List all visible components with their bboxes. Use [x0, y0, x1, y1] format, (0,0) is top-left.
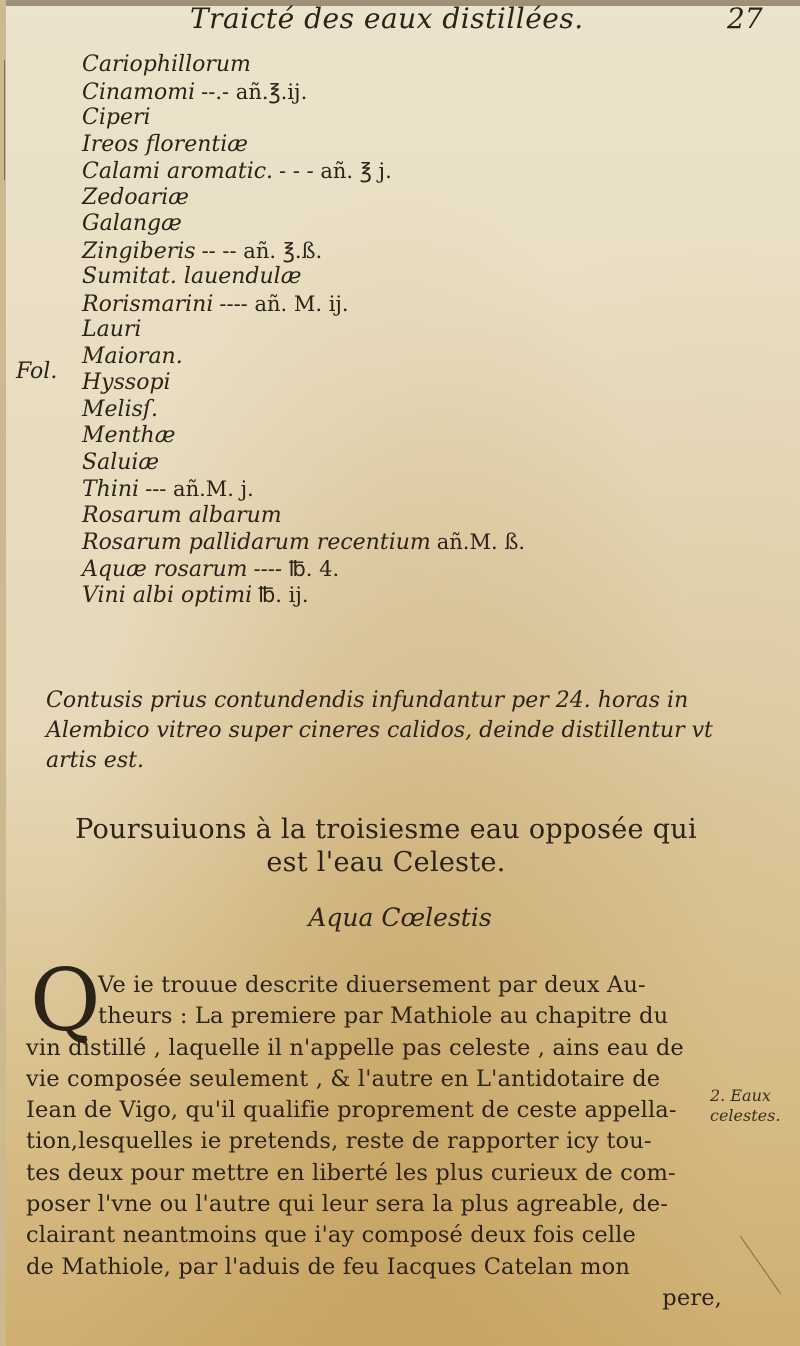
ingredient-dose: --- añ.M. j. [145, 477, 254, 501]
ingredient-dose: --.- añ.℥.ij. [201, 79, 308, 104]
ingredient-line [82, 317, 742, 344]
ingredient-line [82, 211, 742, 238]
margin-fol: Fol. [16, 359, 58, 384]
ingredient-line [82, 158, 742, 185]
side-note-text: Eaux [730, 1086, 771, 1105]
ingredient-line [82, 185, 742, 212]
ingredient-name: Maioran. [82, 343, 183, 369]
page-gutter [0, 0, 6, 1346]
ingredient-name: Saluiæ [82, 449, 160, 475]
ingredient-line [82, 582, 742, 609]
section-heading: Aqua Cœlestis [308, 903, 492, 932]
ingredient-line [82, 238, 742, 265]
direction-line: Alembico vitreo super cineres calidos, deinde distillentur vt [46, 718, 713, 743]
ingredient-dose: ---- añ. M. ij. [219, 291, 349, 316]
body-paragraph [26, 970, 726, 1314]
body-line: vie composée seulement , & l'autre en L'antidotaire de [26, 1065, 661, 1092]
body-line: tes deux pour mettre en liberté les plus curieux de com- [26, 1159, 676, 1186]
ingredient-dose: - - - añ. ℥ j. [279, 159, 392, 183]
side-note-text: celestes. [710, 1106, 781, 1125]
ingredient-dose: -- -- añ. ℥.ß. [201, 238, 323, 263]
ingredient-name: Cinamomi [82, 79, 196, 105]
body-line: poser l'vne ou l'autre qui leur sera la plus agreable, de- [26, 1191, 668, 1218]
ingredient-line [82, 450, 742, 477]
ingredient-line [82, 344, 742, 371]
ingredient-name: Hyssopi [82, 370, 171, 395]
ingredient-name: Ciperi [82, 105, 151, 130]
ingredient-name: Lauri [82, 317, 142, 342]
ingredient-name: Zedoariæ [82, 184, 189, 210]
body-line: theurs : La premiere par Mathiole au chapitre du [98, 1003, 669, 1030]
ingredient-line [82, 529, 742, 556]
body-line: Ve ie trouue descrite diuersement par deux Au- [98, 972, 646, 998]
ingredient-name: Sumitat. lauendulæ [82, 264, 302, 289]
catchword: pere, [662, 1284, 722, 1311]
ingredient-line [82, 52, 742, 79]
ingredient-name: Menthæ [82, 423, 176, 448]
ingredient-dose: ---- ℔. 4. [253, 556, 340, 581]
side-note-number: 2. Eaux [710, 1086, 771, 1105]
ingredient-line [82, 291, 742, 318]
ingredient-line [82, 264, 742, 291]
ingredient-name: Rosarum pallidarum recentium [82, 530, 431, 555]
ingredient-line [82, 503, 742, 530]
ingredient-name: Zingiberis [82, 238, 196, 264]
ingredient-name: Ireos florentiæ [82, 131, 248, 157]
page-number: 27 [727, 2, 763, 35]
ingredient-line [82, 556, 742, 583]
ingredient-line [82, 370, 742, 397]
ingredient-line [82, 397, 742, 424]
drop-cap: Q [30, 951, 101, 1051]
ingredient-dose: ℔. ij. [258, 583, 309, 607]
direction-line: artis est. [46, 748, 144, 773]
body-line: tion,lesquelles ie pretends, reste de rapporter icy tou- [26, 1128, 652, 1155]
ingredient-name: Thini [82, 477, 140, 502]
ingredient-line [82, 105, 742, 132]
preparation-directions [46, 686, 746, 776]
ingredient-name: Aquæ rosarum [82, 556, 248, 582]
body-line: Iean de Vigo, qu'il qualifie proprement de ceste appella- [26, 1097, 677, 1124]
ingredient-line [82, 79, 742, 106]
hair-mark [740, 1236, 781, 1294]
ingredient-name: Melisſ. [82, 396, 159, 422]
ingredient-line [82, 132, 742, 159]
ingredient-line [82, 423, 742, 450]
ingredient-name: Vini albi optimi [82, 583, 253, 608]
intro-line: Poursuiuons à la troisiesme eau opposée qui [75, 814, 697, 845]
ingredient-name: Cariophillorum [82, 52, 251, 77]
ingredient-name: Rorismarini [82, 291, 214, 317]
ingredient-name: Galangæ [82, 211, 182, 236]
ingredient-dose: añ.M. ß. [436, 530, 526, 554]
running-head: Traicté des eaux distillées. [190, 2, 584, 35]
ingredient-list [82, 52, 742, 609]
ingredient-line [82, 476, 742, 503]
intro-paragraph [36, 813, 736, 879]
hair-mark [4, 60, 5, 180]
direction-line: Contusis prius contundendis infundantur per 24. horas in [46, 688, 689, 713]
ingredient-name: Calami aromatic. [82, 159, 274, 184]
ingredient-name: Rosarum albarum [82, 502, 282, 528]
body-line: de Mathiole, par l'aduis de feu Iacques Catelan mon [26, 1253, 630, 1280]
intro-line: est l'eau Celeste. [266, 847, 506, 878]
side-note [710, 1086, 798, 1126]
body-line: vin distillé , laquelle il n'appelle pas celeste , ains eau de [26, 1034, 684, 1061]
body-line: clairant neantmoins que i'ay composé deux fois celle [26, 1222, 636, 1249]
